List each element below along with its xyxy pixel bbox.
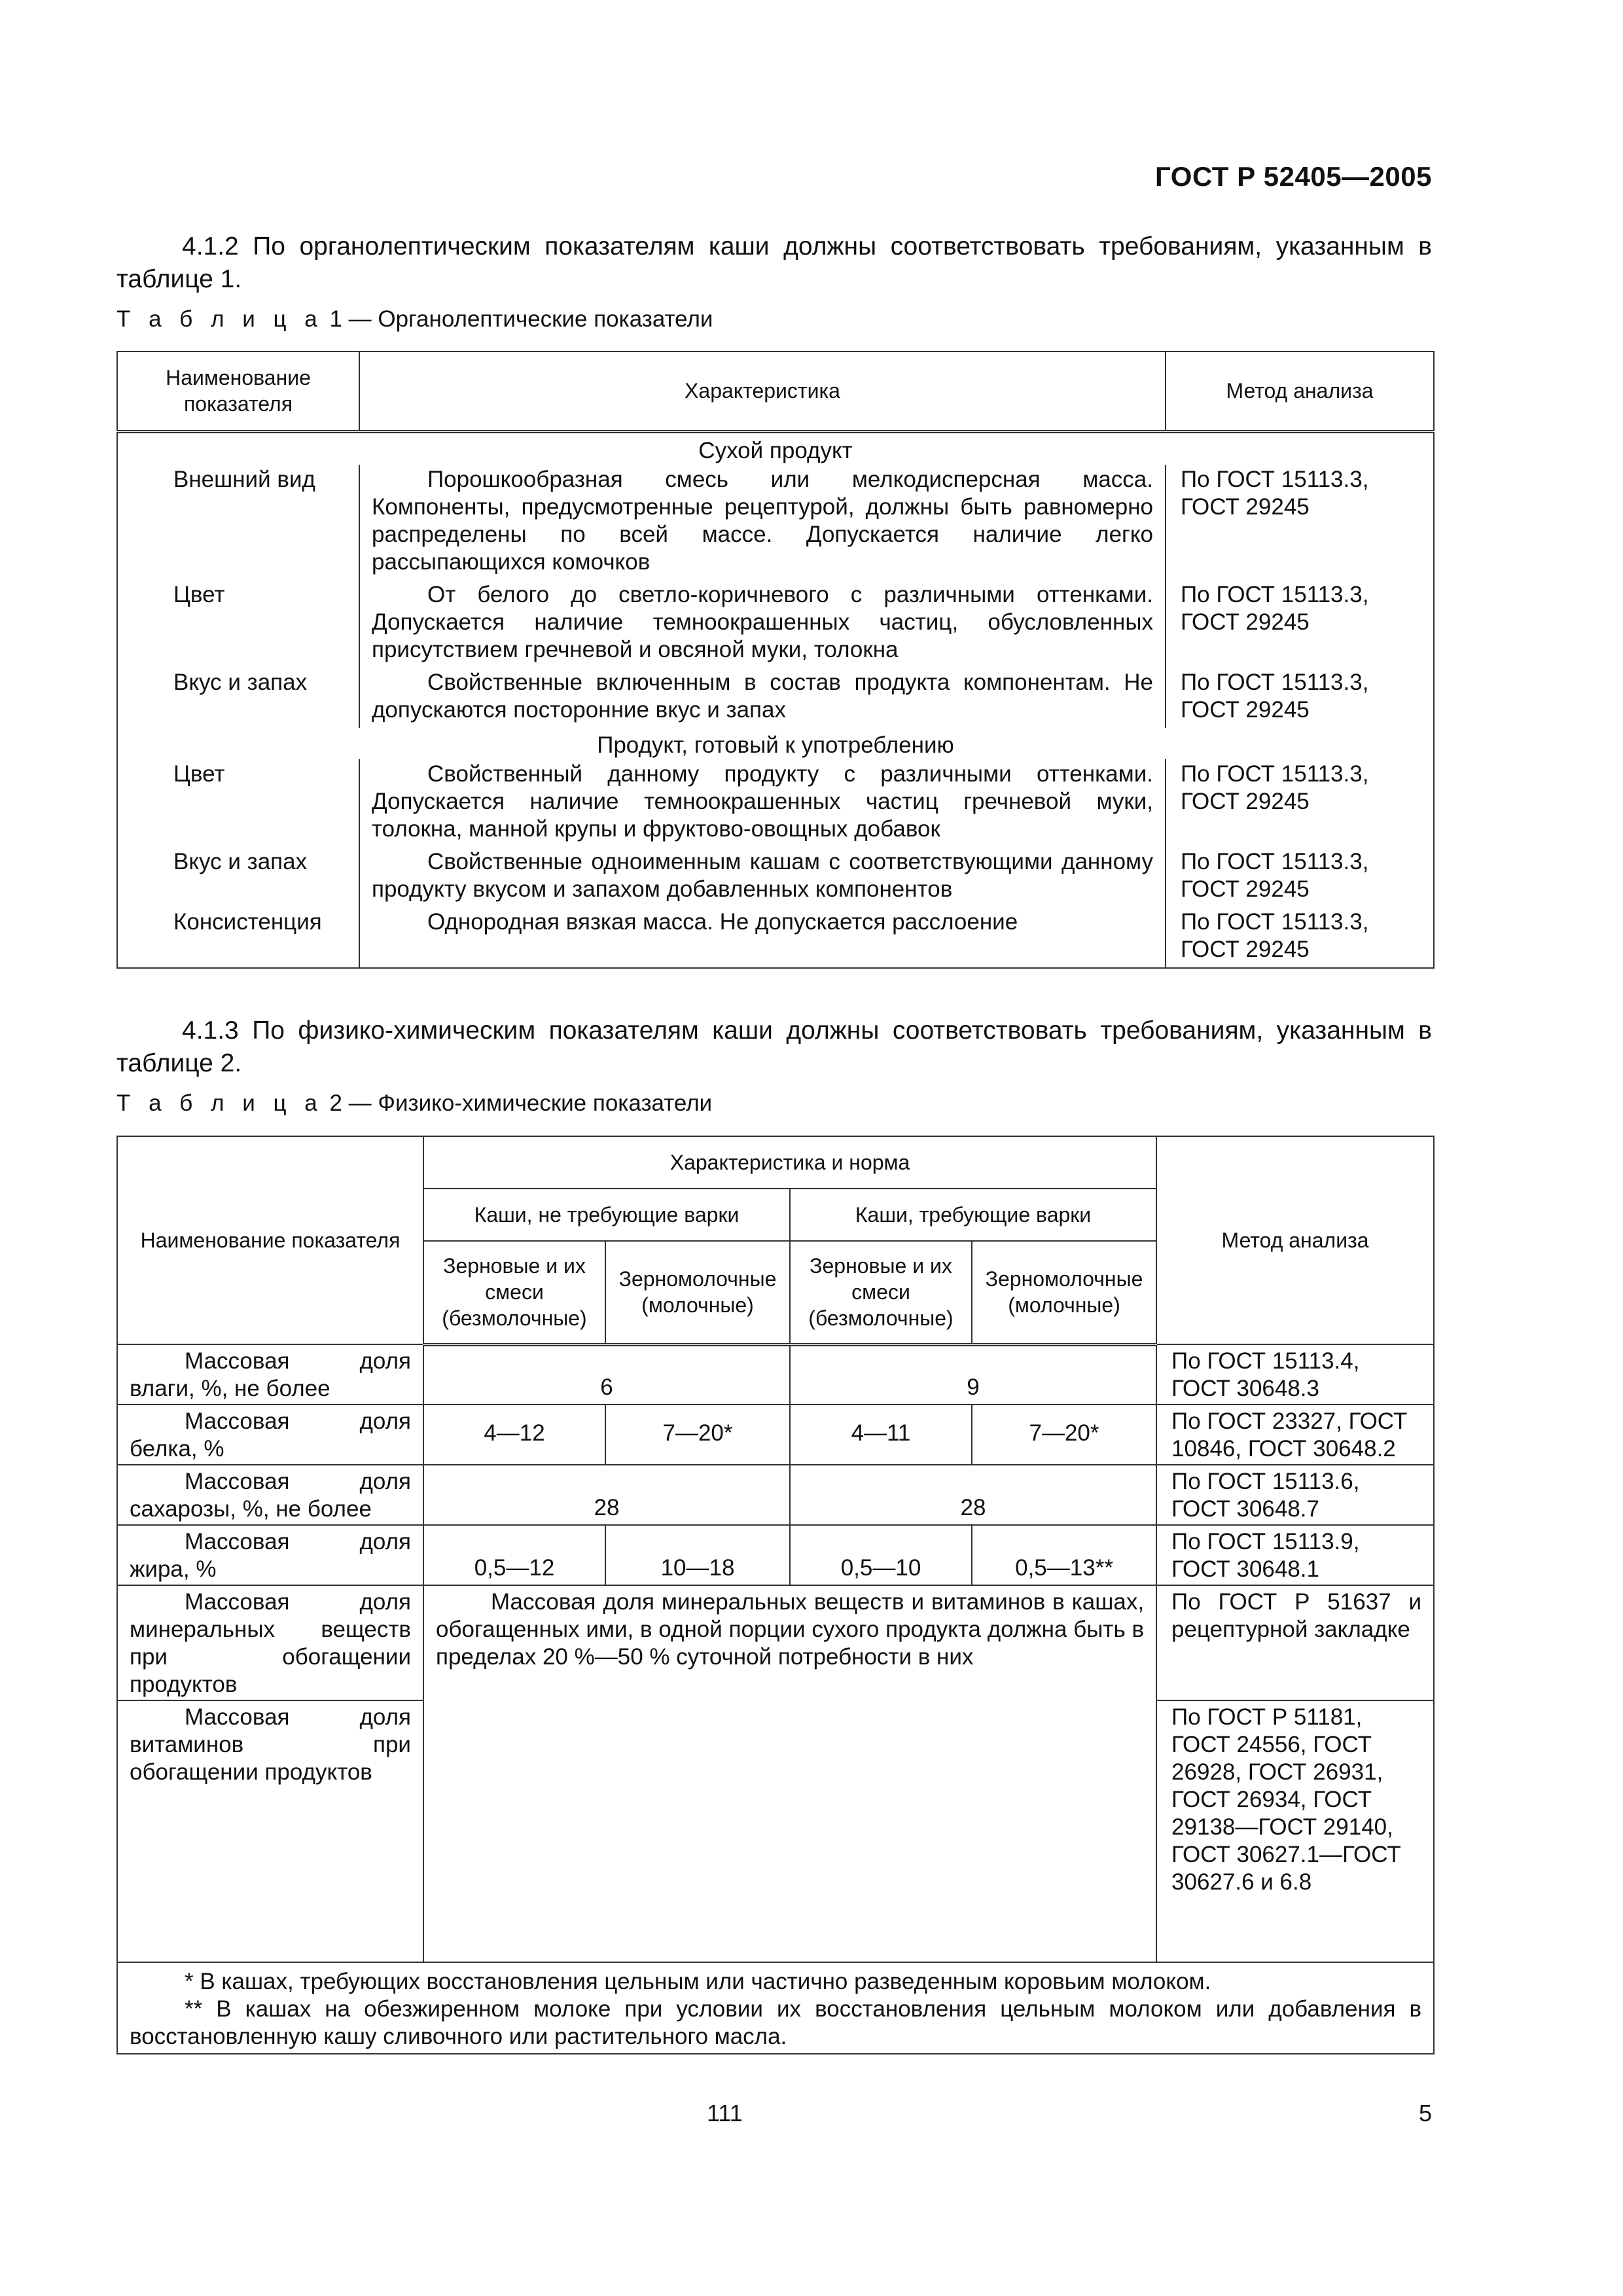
t2-method: По ГОСТ 15113.9, ГОСТ 30648.1 (1156, 1525, 1434, 1585)
table-row (117, 1405, 1434, 1465)
t2-value: 6 (423, 1344, 790, 1405)
paragraph-4-1-3: 4.1.3 По физико-химическим показателям каши должны соответствовать требованиям, указанным в таблице 2. (116, 1016, 1432, 1077)
table-row (117, 668, 1434, 728)
t1-method: По ГОСТ 15113.3, ГОСТ 29245 (1166, 907, 1434, 968)
page-number-right: 5 (1418, 2100, 1432, 2126)
table2-caption-prefix: Т а б л и ц а (116, 1090, 323, 1116)
t2-method: По ГОСТ 15113.4, ГОСТ 30648.3 (1156, 1344, 1434, 1405)
t1-method: По ГОСТ 15113.3, ГОСТ 29245 (1166, 847, 1434, 907)
paragraph-4-1-2: 4.1.2 По органолептическим показателям каши должны соответствовать требованиям, указанным в таблице 1. (116, 232, 1432, 293)
t2-name: Массовая доля минеральных веществ при обогащении продуктов (117, 1585, 423, 1700)
t2-method: По ГОСТ Р 51637 и рецептурной закладке (1156, 1585, 1434, 1700)
table-physico-chemical (116, 1136, 1435, 2054)
table1-caption-prefix: Т а б л и ц а (116, 306, 323, 332)
t1-desc: От белого до светло-коричневого с различными оттенками. Допускается наличие темноокрашенных частиц, обусловленных присутствием гречневой и овсяной муки, толокна (359, 580, 1166, 668)
t2-value: 28 (790, 1465, 1156, 1525)
table-row (117, 759, 1434, 847)
table-row (117, 580, 1434, 668)
t2-header-cook: Каши, требующие варки (790, 1189, 1156, 1241)
t2-value: 0,5—12 (423, 1525, 605, 1585)
t2-value: 4—12 (423, 1405, 605, 1465)
document-number: ГОСТ Р 52405—2005 (1155, 161, 1432, 192)
t2-value: 0,5—13** (972, 1525, 1156, 1585)
t1-header-characteristic: Характеристика (359, 351, 1166, 431)
t1-desc: Свойственный данному продукту с различными оттенками. Допускается наличие темноокрашенных частиц гречневой муки, толокна, манной крупы и фруктово-овощных добавок (359, 759, 1166, 847)
table-row (117, 847, 1434, 907)
t2-method: По ГОСТ 23327, ГОСТ 10846, ГОСТ 30648.2 (1156, 1405, 1434, 1465)
t1-name: Внешний вид (117, 465, 359, 580)
t2-merged-note: Массовая доля минеральных веществ и витаминов в кашах, обогащенных ими, в одной порции сухого продукта должна быть в пределах 20 %—50 % суточной потребности в них (423, 1585, 1156, 1962)
t2-name: Массовая доля влаги, %, не более (117, 1344, 423, 1405)
t2-header-name: Наименование показателя (117, 1136, 423, 1344)
table1-caption (116, 306, 713, 332)
table-row (117, 1585, 1434, 1700)
table-row (117, 907, 1434, 968)
t2-header-grain: Зерновые и их смеси (безмолочные) (790, 1241, 972, 1344)
t1-desc: Порошкообразная смесь или мелкодисперсная масса. Компоненты, предусмотренные рецептурой, должны быть равномерно распределены по всей массе. Допускается наличие легко рассыпающихся комочков (359, 465, 1166, 580)
t2-method: По ГОСТ Р 51181, ГОСТ 24556, ГОСТ 26928, ГОСТ 26931, ГОСТ 26934, ГОСТ 29138—ГОСТ 29140, ГОСТ 30627.1—ГОСТ 30627.6 и 6.8 (1156, 1700, 1434, 1962)
t2-value: 7—20* (972, 1405, 1156, 1465)
table-row (117, 465, 1434, 580)
t2-method: По ГОСТ 15113.6, ГОСТ 30648.7 (1156, 1465, 1434, 1525)
t1-name: Вкус и запах (117, 668, 359, 728)
t2-header-milk: Зерномолочные (молочные) (972, 1241, 1156, 1344)
t1-desc: Свойственные включенным в состав продукта компонентам. Не допускаются посторонние вкус и запах (359, 668, 1166, 728)
t2-name: Массовая доля жира, % (117, 1525, 423, 1585)
table2-caption-title: 2 — Физико-химические показатели (323, 1090, 713, 1116)
table-footnotes (117, 1962, 1434, 2054)
t1-section-title: Сухой продукт (117, 431, 1434, 465)
page-number-center: 111 (707, 2100, 743, 2126)
t2-value: 28 (423, 1465, 790, 1525)
table2-caption (116, 1090, 712, 1117)
t1-method: По ГОСТ 15113.3, ГОСТ 29245 (1166, 668, 1434, 728)
t2-header-method: Метод анализа (1156, 1136, 1434, 1344)
t1-method: По ГОСТ 15113.3, ГОСТ 29245 (1166, 580, 1434, 668)
t1-method: По ГОСТ 15113.3, ГОСТ 29245 (1166, 759, 1434, 847)
t2-header-grain: Зерновые и их смеси (безмолочные) (423, 1241, 605, 1344)
t2-value: 7—20* (605, 1405, 790, 1465)
table-organoleptic (116, 351, 1435, 969)
t2-value: 4—11 (790, 1405, 972, 1465)
t2-value: 9 (790, 1344, 1156, 1405)
t2-value: 0,5—10 (790, 1525, 972, 1585)
t2-name: Массовая доля витаминов при обогащении продуктов (117, 1700, 423, 1962)
t2-header-milk: Зерномолочные (молочные) (605, 1241, 790, 1344)
table-row (117, 1465, 1434, 1525)
t1-name: Консистенция (117, 907, 359, 968)
table-row (117, 1525, 1434, 1585)
t1-header-method: Метод анализа (1166, 351, 1434, 431)
t1-method: По ГОСТ 15113.3, ГОСТ 29245 (1166, 465, 1434, 580)
t1-section-title: Продукт, готовый к употреблению (117, 728, 1434, 759)
t1-desc: Однородная вязкая масса. Не допускается расслоение (359, 907, 1166, 968)
t1-name: Цвет (117, 580, 359, 668)
t2-name: Массовая доля белка, % (117, 1405, 423, 1465)
t2-value: 10—18 (605, 1525, 790, 1585)
t1-desc: Свойственные одноименным кашам с соответствующими данному продукту вкусом и запахом добавленных компонентов (359, 847, 1166, 907)
footnote-1: * В кашах, требующих восстановления цельным или частично разведенным коровьим молоком. (185, 1969, 1211, 1994)
t2-header-no-cook: Каши, не требующие варки (423, 1189, 790, 1241)
t2-header-characteristic: Характеристика и норма (423, 1136, 1156, 1189)
t1-name: Цвет (117, 759, 359, 847)
table1-caption-title: 1 — Органолептические показатели (323, 306, 713, 332)
t1-header-name: Наименование показателя (117, 351, 359, 431)
footnote-2: ** В кашах на обезжиренном молоке при условии их восстановления цельным молоком или добавления в восстановленную кашу сливочного или растительного масла. (130, 1996, 1422, 2049)
table-row (117, 1344, 1434, 1405)
t2-name: Массовая доля сахарозы, %, не более (117, 1465, 423, 1525)
t1-name: Вкус и запах (117, 847, 359, 907)
